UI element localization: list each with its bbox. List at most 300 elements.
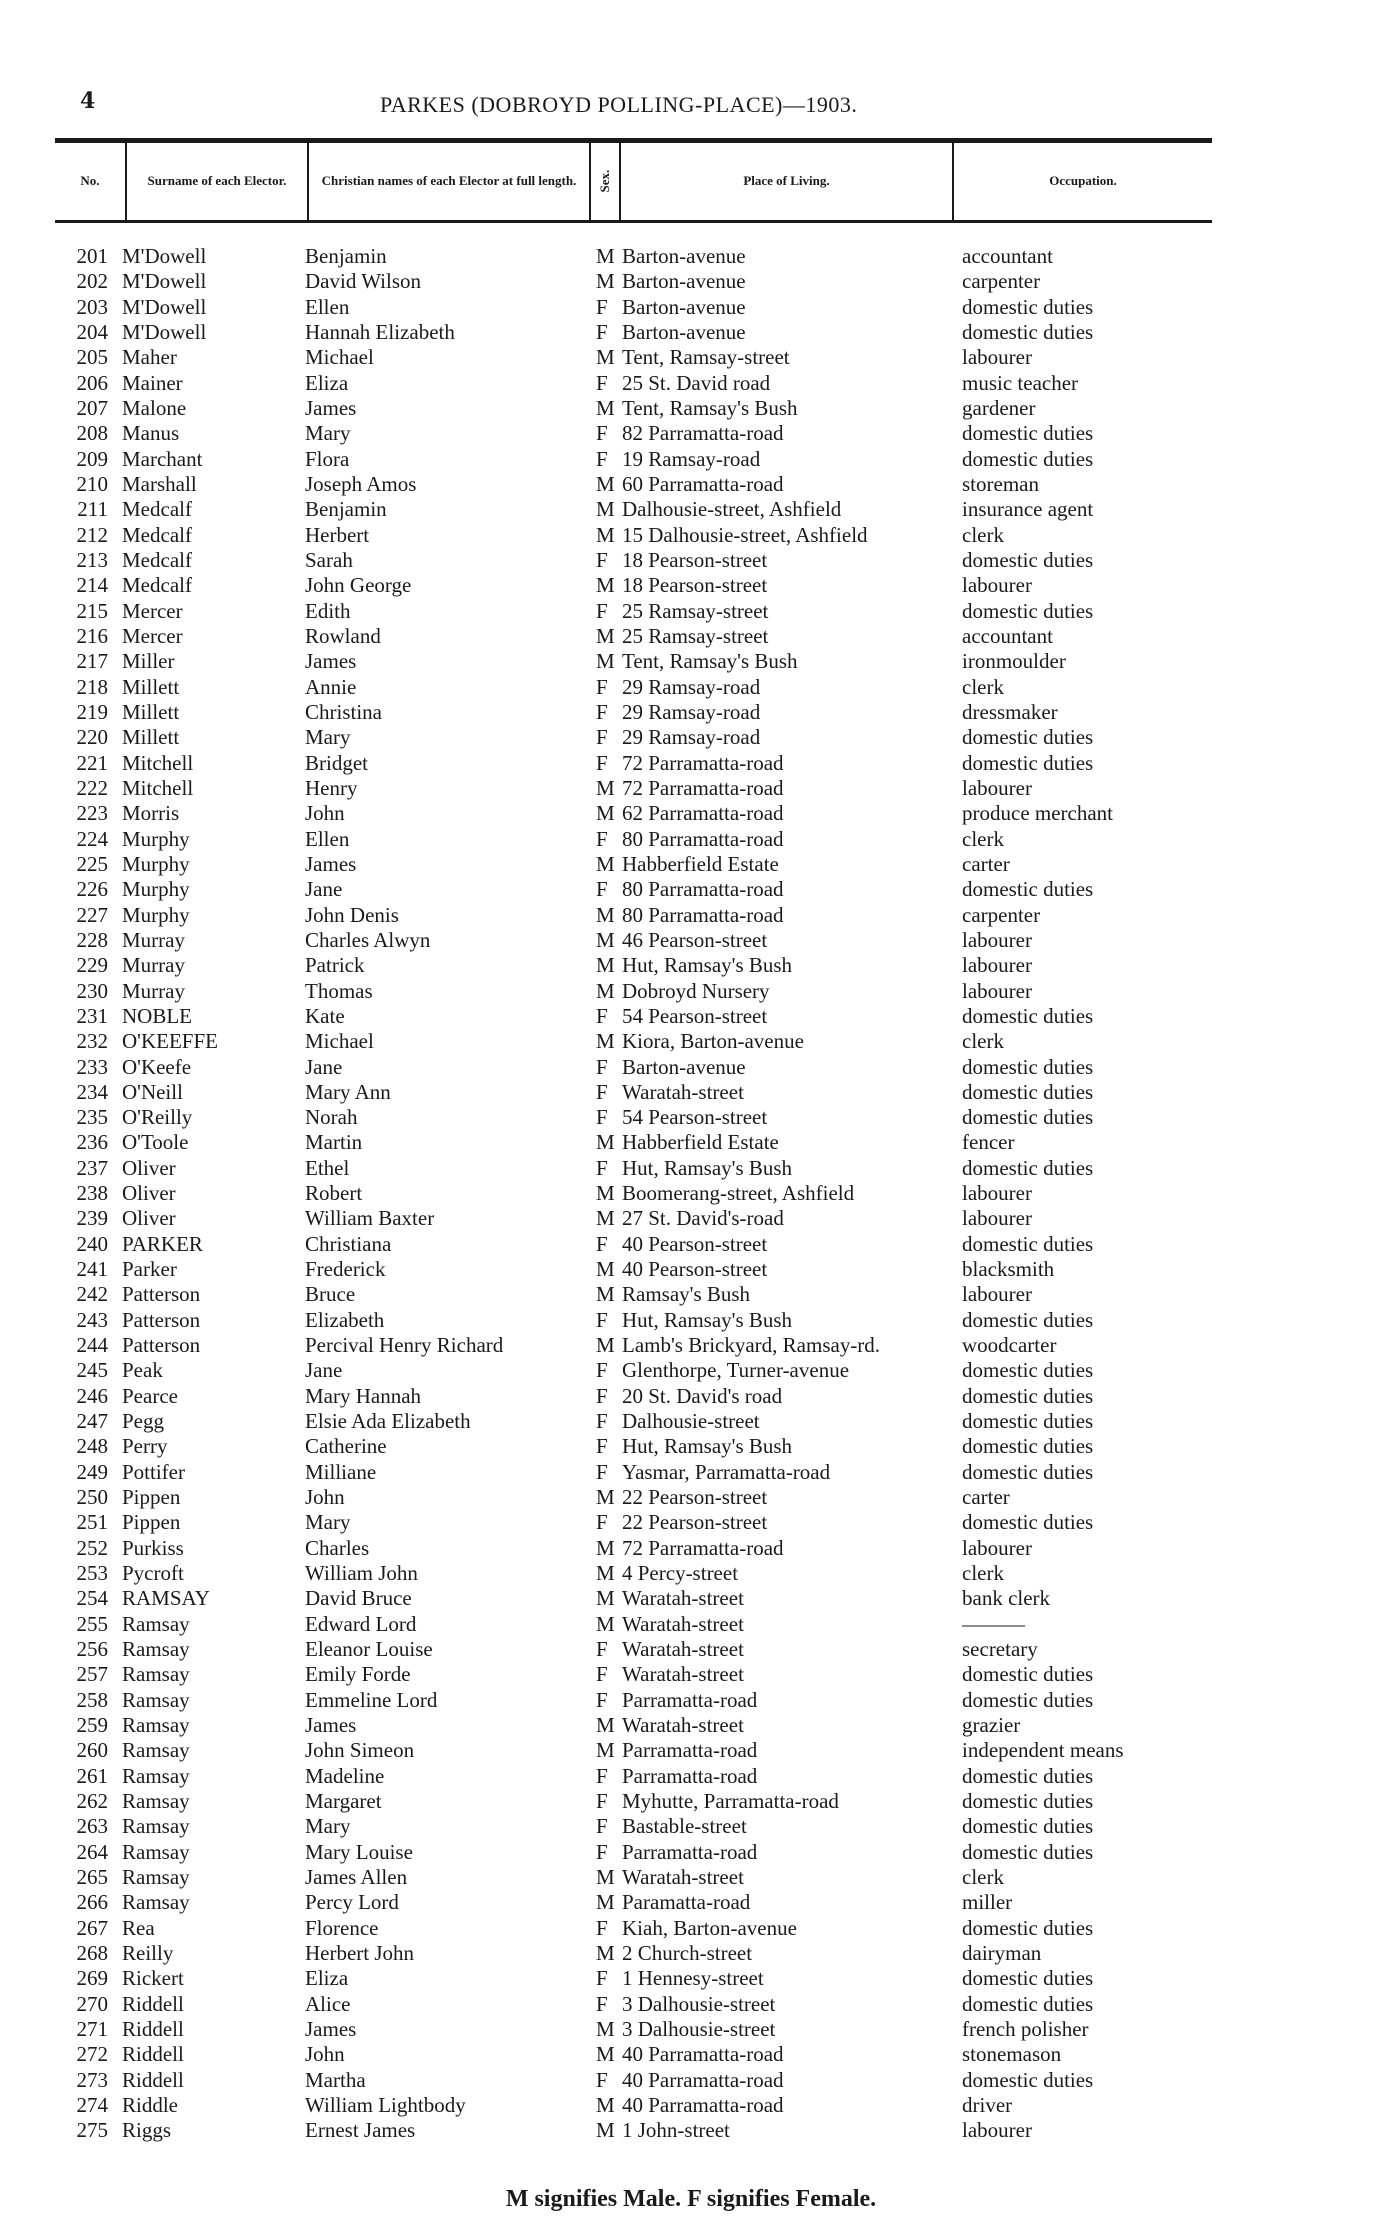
table-row [0,2093,1382,2118]
elector-surname: Medcalf [122,573,192,598]
table-row [0,1612,1382,1637]
elector-occupation: insurance agent [962,497,1094,522]
elector-christian-names: Eliza [305,370,349,395]
elector-sex: F [596,1079,608,1104]
elector-place-of-living: Barton-avenue [622,1054,746,1079]
elector-number: 225 [76,851,108,876]
table-row [0,1840,1382,1865]
elector-place-of-living: Barton-avenue [622,244,746,268]
elector-christian-names: Margaret [305,1789,382,1814]
table-row [0,1130,1382,1155]
elector-sex: F [596,1358,608,1383]
elector-surname: Ramsay [122,1789,190,1814]
elector-sex: M [596,1282,615,1307]
elector-christian-names: Percy Lord [305,1890,399,1915]
elector-sex: M [596,1257,615,1282]
elector-surname: Riddell [122,2042,184,2067]
table-row [0,1358,1382,1383]
elector-occupation: carter [962,1485,1010,1510]
elector-occupation: labourer [962,345,1032,370]
elector-christian-names: Mary [305,725,351,750]
elector-occupation: domestic duties [962,1763,1094,1788]
elector-number: 266 [76,1890,108,1915]
elector-number: 207 [76,395,108,420]
elector-sex: F [596,1054,608,1079]
elector-occupation: domestic duties [962,1662,1094,1687]
elector-occupation: domestic duties [962,446,1094,471]
elector-occupation: woodcarter [962,1333,1057,1358]
elector-sex: F [596,725,608,750]
elector-christian-names: Edward Lord [305,1611,417,1636]
elector-surname: Millett [122,674,180,699]
elector-sex: M [596,522,615,547]
table-row [0,269,1382,294]
elector-place-of-living: Dalhousie-street, Ashfield [622,497,842,522]
elector-surname: Pottifer [122,1459,185,1484]
elector-surname: Millett [122,725,180,750]
table-row [0,1282,1382,1307]
table-row [0,827,1382,852]
table-top-rule [55,138,1212,143]
table-row [0,1232,1382,1257]
elector-christian-names: Mary Hannah [305,1383,422,1408]
elector-place-of-living: 25 St. David road [622,370,771,395]
elector-sex: M [596,1940,615,1965]
elector-christian-names: Rowland [305,623,381,648]
elector-number: 230 [76,978,108,1003]
elector-number: 263 [76,1814,108,1839]
elector-surname: Morris [122,801,180,826]
elector-surname: O'KEEFFE [122,1029,218,1054]
elector-place-of-living: Tent, Ramsay's Bush [622,649,798,674]
table-row [0,1890,1382,1915]
elector-number: 232 [76,1029,108,1054]
elector-sex: F [596,1763,608,1788]
elector-sex: M [596,902,615,927]
elector-occupation: domestic duties [962,1687,1094,1712]
elector-surname: Mainer [122,370,183,395]
elector-surname: O'Toole [122,1130,189,1155]
elector-place-of-living: 29 Ramsay-road [622,674,761,699]
elector-occupation: labourer [962,953,1032,978]
elector-place-of-living: Waratah-street [622,1713,744,1738]
elector-christian-names: Martha [305,2067,366,2092]
elector-christian-names: Emily Forde [305,1662,411,1687]
elector-number: 227 [76,902,108,927]
table-row [0,396,1382,421]
elector-christian-names: Florence [305,1915,379,1940]
elector-place-of-living: 1 Hennesy-street [622,1966,764,1991]
elector-sex: F [596,699,608,724]
elector-sex: M [596,1713,615,1738]
elector-number: 274 [76,2092,108,2117]
table-row [0,1206,1382,1231]
elector-number: 214 [76,573,108,598]
elector-place-of-living: 22 Pearson-street [622,1510,768,1535]
elector-number: 262 [76,1789,108,1814]
elector-number: 267 [76,1915,108,1940]
elector-number: 246 [76,1383,108,1408]
elector-christian-names: Christina [305,699,382,724]
elector-sex: M [596,244,615,268]
elector-christian-names: Frederick [305,1257,386,1282]
elector-occupation: labourer [962,1535,1032,1560]
elector-christian-names: Mary Louise [305,1839,413,1864]
elector-occupation: accountant [962,623,1053,648]
elector-christian-names: Kate [305,1003,345,1028]
table-row [0,1966,1382,1991]
elector-number: 217 [76,649,108,674]
table-row [0,801,1382,826]
elector-christian-names: Christiana [305,1231,392,1256]
elector-christian-names: Percival Henry Richard [305,1333,504,1358]
elector-christian-names: Benjamin [305,244,387,268]
elector-sex: M [596,395,615,420]
elector-surname: Pippen [122,1485,181,1510]
table-row [0,1536,1382,1561]
elector-christian-names: Herbert John [305,1940,415,1965]
elector-place-of-living: Myhutte, Parramatta-road [622,1789,839,1814]
elector-number: 204 [76,319,108,344]
elector-number: 221 [76,750,108,775]
elector-number: 205 [76,345,108,370]
table-row [0,877,1382,902]
elector-place-of-living: 40 Pearson-street [622,1231,768,1256]
elector-place-of-living: 20 St. David's road [622,1383,783,1408]
table-row [0,1029,1382,1054]
elector-surname: Patterson [122,1282,201,1307]
elector-occupation: domestic duties [962,421,1094,446]
elector-place-of-living: 72 Parramatta-road [622,775,784,800]
table-row [0,1156,1382,1181]
elector-table-body [0,244,1382,2144]
elector-surname: Ramsay [122,1814,190,1839]
elector-surname: Ramsay [122,1637,190,1662]
table-row [0,1333,1382,1358]
table-row [0,523,1382,548]
elector-christian-names: Elsie Ada Elizabeth [305,1409,471,1434]
elector-sex: F [596,1231,608,1256]
elector-place-of-living: 19 Ramsay-road [622,446,761,471]
table-row [0,776,1382,801]
elector-occupation: independent means [962,1738,1124,1763]
table-row [0,244,1382,269]
elector-sex: F [596,1383,608,1408]
table-row [0,320,1382,345]
elector-sex: F [596,1105,608,1130]
elector-surname: Ramsay [122,1687,190,1712]
elector-occupation: clerk [962,674,1004,699]
elector-number: 273 [76,2067,108,2092]
elector-surname: M'Dowell [122,269,207,294]
table-row [0,1460,1382,1485]
elector-occupation: domestic duties [962,1231,1094,1256]
elector-place-of-living: Lamb's Brickyard, Ramsay-rd. [622,1333,881,1358]
elector-christian-names: Henry [305,775,358,800]
table-row [0,1105,1382,1130]
elector-sex: F [596,446,608,471]
elector-place-of-living: Parramatta-road [622,1687,758,1712]
column-header-occupation: Occupation. [1049,172,1117,188]
elector-christian-names: Charles [305,1535,370,1560]
elector-number: 236 [76,1130,108,1155]
elector-number: 265 [76,1865,108,1889]
elector-occupation: domestic duties [962,547,1094,572]
table-row [0,928,1382,953]
column-header-surname: Surname of each Elector. [147,172,287,188]
elector-sex: M [596,2118,615,2143]
elector-surname: Marchant [122,446,203,471]
elector-number: 275 [76,2118,108,2143]
elector-number: 272 [76,2042,108,2067]
elector-occupation: domestic duties [962,1434,1094,1459]
elector-sex: F [596,421,608,446]
elector-number: 240 [76,1231,108,1256]
elector-number: 211 [77,497,108,522]
elector-surname: Perry [122,1434,168,1459]
elector-number: 247 [76,1409,108,1434]
elector-place-of-living: Barton-avenue [622,319,746,344]
elector-surname: Murray [122,927,185,952]
elector-christian-names: Ernest James [305,2118,416,2143]
elector-christian-names: James [305,2016,357,2041]
elector-number: 235 [76,1105,108,1130]
elector-surname: O'Reilly [122,1105,193,1130]
elector-place-of-living: Waratah-street [622,1611,744,1636]
elector-sex: M [596,851,615,876]
elector-number: 201 [76,244,108,268]
elector-occupation: domestic duties [962,1991,1094,2016]
elector-christian-names: Martin [305,1130,363,1155]
elector-christian-names: Edith [305,598,351,623]
elector-christian-names: Patrick [305,953,365,978]
elector-sex: F [596,547,608,572]
elector-sex: M [596,2016,615,2041]
elector-christian-names: John [305,801,345,826]
elector-occupation: accountant [962,244,1053,268]
elector-place-of-living: Kiah, Barton-avenue [622,1915,797,1940]
elector-christian-names: Flora [305,446,350,471]
elector-christian-names: John [305,1485,345,1510]
table-row [0,2042,1382,2067]
elector-surname: Ramsay [122,1713,190,1738]
table-row [0,573,1382,598]
elector-number: 215 [76,598,108,623]
table-row [0,1080,1382,1105]
elector-place-of-living: Habberfield Estate [622,1130,779,1155]
elector-sex: F [596,1991,608,2016]
elector-sex: M [596,1890,615,1915]
elector-place-of-living: 80 Parramatta-road [622,877,784,902]
table-row [0,1409,1382,1434]
elector-sex: M [596,269,615,294]
elector-surname: Murphy [122,851,190,876]
elector-christian-names: Michael [305,345,374,370]
elector-number: 241 [76,1257,108,1282]
elector-number: 212 [76,522,108,547]
elector-place-of-living: 4 Percy-street [622,1561,739,1586]
elector-place-of-living: 46 Pearson-street [622,927,768,952]
elector-christian-names: David Bruce [305,1586,412,1611]
elector-place-of-living: 25 Ramsay-street [622,623,769,648]
elector-place-of-living: Parramatta-road [622,1839,758,1864]
elector-sex: F [596,1839,608,1864]
elector-number: 256 [76,1637,108,1662]
elector-occupation: french polisher [962,2016,1089,2041]
table-row [0,903,1382,928]
elector-sex: M [596,573,615,598]
elector-place-of-living: 15 Dalhousie-street, Ashfield [622,522,868,547]
elector-christian-names: Sarah [305,547,353,572]
elector-sex: M [596,775,615,800]
elector-place-of-living: 40 Parramatta-road [622,2092,784,2117]
elector-occupation: domestic duties [962,598,1094,623]
elector-sex: F [596,1687,608,1712]
elector-sex: F [596,1307,608,1332]
elector-occupation: domestic duties [962,2067,1094,2092]
elector-number: 234 [76,1079,108,1104]
column-header-sex [591,148,619,214]
elector-sex: F [596,674,608,699]
elector-christian-names: Mary [305,1510,351,1535]
elector-sex: F [596,826,608,851]
elector-surname: M'Dowell [122,319,207,344]
elector-occupation: domestic duties [962,1383,1094,1408]
elector-sex: F [596,1662,608,1687]
elector-sex: F [596,1155,608,1180]
table-row [0,2068,1382,2093]
elector-number: 223 [76,801,108,826]
elector-sex: M [596,1181,615,1206]
column-header-no: No. [80,172,100,188]
elector-sex: F [596,1814,608,1839]
elector-occupation: driver [962,2092,1013,2117]
table-row [0,1764,1382,1789]
table-row [0,1561,1382,1586]
table-row [0,1586,1382,1611]
column-header-christian-names: Christian names of each Elector at full length. [321,172,577,188]
elector-sex: M [596,978,615,1003]
elector-place-of-living: Waratah-street [622,1865,744,1889]
elector-place-of-living: Dalhousie-street [622,1409,760,1434]
elector-number: 218 [76,674,108,699]
elector-christian-names: Alice [305,1991,351,2016]
elector-sex: M [596,345,615,370]
table-row [0,1004,1382,1029]
table-row [0,1738,1382,1763]
elector-surname: Reilly [122,1940,174,1965]
elector-number: 203 [76,294,108,319]
elector-sex: M [596,623,615,648]
elector-number: 245 [76,1358,108,1383]
elector-sex: F [596,1409,608,1434]
elector-surname: Ramsay [122,1890,190,1915]
elector-occupation: labourer [962,1282,1032,1307]
elector-occupation: domestic duties [962,877,1094,902]
elector-christian-names: Jane [305,1358,343,1383]
table-row [0,1181,1382,1206]
table-row [0,2118,1382,2143]
elector-sex: M [596,1738,615,1763]
table-row [0,1814,1382,1839]
elector-number: 222 [76,775,108,800]
elector-place-of-living: Dobroyd Nursery [622,978,770,1003]
elector-christian-names: Jane [305,877,343,902]
elector-christian-names: John Denis [305,902,399,927]
elector-christian-names: Benjamin [305,497,387,522]
elector-number: 261 [76,1763,108,1788]
elector-sex: F [596,877,608,902]
table-row [0,751,1382,776]
elector-surname: Ramsay [122,1662,190,1687]
elector-sex: F [596,370,608,395]
elector-place-of-living: 54 Pearson-street [622,1105,768,1130]
elector-christian-names: James [305,649,357,674]
elector-sex: M [596,1206,615,1231]
elector-occupation: clerk [962,1561,1004,1586]
elector-occupation: clerk [962,1865,1004,1889]
elector-sex: F [596,1915,608,1940]
elector-place-of-living: 80 Parramatta-road [622,826,784,851]
elector-place-of-living: Bastable-street [622,1814,747,1839]
elector-christian-names: Bridget [305,750,368,775]
elector-place-of-living: 40 Parramatta-road [622,2067,784,2092]
table-row [0,953,1382,978]
elector-occupation: domestic duties [962,1307,1094,1332]
elector-christian-names: Thomas [305,978,373,1003]
elector-number: 244 [76,1333,108,1358]
elector-christian-names: David Wilson [305,269,422,294]
elector-surname: Rea [122,1915,155,1940]
elector-number: 228 [76,927,108,952]
elector-occupation: domestic duties [962,1155,1094,1180]
table-row [0,1992,1382,2017]
elector-surname: Murphy [122,877,190,902]
elector-sex: M [596,1535,615,1560]
elector-number: 208 [76,421,108,446]
elector-surname: Oliver [122,1206,176,1231]
elector-place-of-living: 54 Pearson-street [622,1003,768,1028]
elector-surname: Patterson [122,1307,201,1332]
elector-place-of-living: Ramsay's Bush [622,1282,751,1307]
elector-surname: Medcalf [122,497,192,522]
elector-number: 251 [76,1510,108,1535]
elector-occupation: ——— [962,1611,1025,1636]
elector-place-of-living: Hut, Ramsay's Bush [622,1155,793,1180]
elector-number: 226 [76,877,108,902]
elector-number: 252 [76,1535,108,1560]
table-row [0,649,1382,674]
elector-surname: Ramsay [122,1763,190,1788]
elector-christian-names: James Allen [305,1865,408,1889]
elector-number: 238 [76,1181,108,1206]
table-row [0,700,1382,725]
elector-sex: M [596,1611,615,1636]
elector-occupation: labourer [962,927,1032,952]
table-row [0,1384,1382,1409]
elector-surname: O'Keefe [122,1054,192,1079]
elector-surname: Riddell [122,2016,184,2041]
elector-place-of-living: 3 Dalhousie-street [622,1991,776,2016]
elector-sex: M [596,1130,615,1155]
table-row [0,725,1382,750]
elector-surname: Rickert [122,1966,184,1991]
elector-christian-names: William Lightbody [305,2092,466,2117]
elector-occupation: bank clerk [962,1586,1051,1611]
elector-surname: RAMSAY [122,1586,210,1611]
elector-sex: F [596,1966,608,1991]
elector-surname: Miller [122,649,175,674]
